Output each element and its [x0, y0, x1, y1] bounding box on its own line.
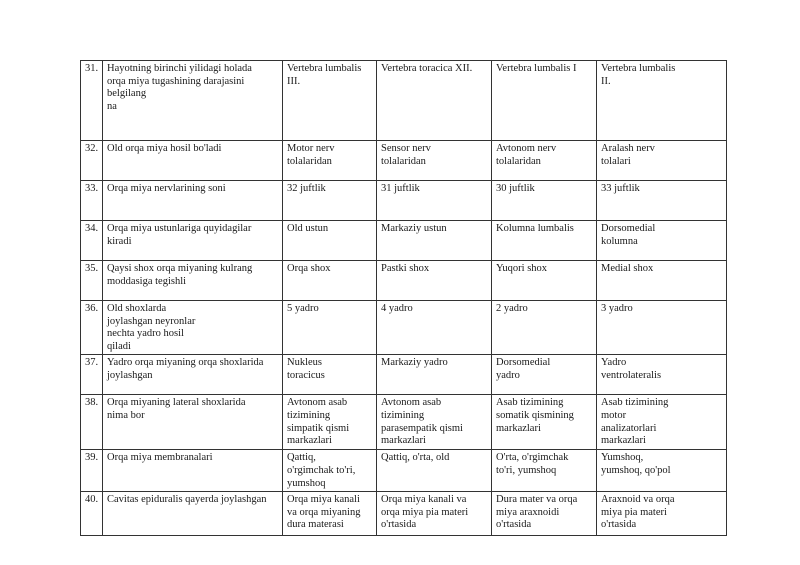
answer-option: 32 juftlik: [283, 181, 377, 221]
question-row: [81, 261, 727, 301]
question-row: [81, 395, 727, 450]
questions-table: [80, 60, 727, 536]
answer-option: Orqa miya kanali va orqa miya pia materi o'rtasida: [377, 492, 492, 536]
answer-option: Qattiq, o'rta, old: [377, 450, 492, 492]
question-number: 36.: [81, 301, 103, 355]
answer-option: 31 juftlik: [377, 181, 492, 221]
answer-option: Orqa miya kanali va orqa miyaning dura materasi: [283, 492, 377, 536]
answer-option: Yuqori shox: [492, 261, 597, 301]
answer-option: Dorsomedial kolumna: [597, 221, 727, 261]
answer-option: 3 yadro: [597, 301, 727, 355]
answer-option: Markaziy ustun: [377, 221, 492, 261]
question-number: 40.: [81, 492, 103, 536]
answer-option: Vertebra lumbalis I: [492, 61, 597, 141]
question-text: Orqa miya membranalari: [103, 450, 283, 492]
answer-option: Motor nerv tolalaridan: [283, 141, 377, 181]
answer-option: Kolumna lumbalis: [492, 221, 597, 261]
answer-option: Avtonom asab tizimining simpatik qismi markazlari: [283, 395, 377, 450]
answer-option: Old ustun: [283, 221, 377, 261]
question-number: 38.: [81, 395, 103, 450]
question-row: [81, 141, 727, 181]
question-row: [81, 450, 727, 492]
answer-option: O'rta, o'rgimchak to'ri, yumshoq: [492, 450, 597, 492]
question-row: [81, 61, 727, 141]
question-row: [81, 221, 727, 261]
answer-option: Aralash nerv tolalari: [597, 141, 727, 181]
question-text: Orqa miya ustunlariga quyidagilar kiradi: [103, 221, 283, 261]
answer-option: Avtonom asab tizimining parasempatik qismi markazlari: [377, 395, 492, 450]
answer-option: 5 yadro: [283, 301, 377, 355]
question-number: 37.: [81, 355, 103, 395]
question-number: 31.: [81, 61, 103, 141]
answer-option: Yumshoq, yumshoq, qo'pol: [597, 450, 727, 492]
answer-option: Vertebra lumbalis II.: [597, 61, 727, 141]
answer-option: Orqa shox: [283, 261, 377, 301]
answer-option: Avtonom nerv tolalaridan: [492, 141, 597, 181]
answer-option: Dorsomedial yadro: [492, 355, 597, 395]
answer-option: Dura mater va orqa miya araxnoidi o'rtasida: [492, 492, 597, 536]
question-text: Orqa miya nervlarining soni: [103, 181, 283, 221]
answer-option: 33 juftlik: [597, 181, 727, 221]
question-number: 39.: [81, 450, 103, 492]
answer-option: Araxnoid va orqa miya pia materi o'rtasida: [597, 492, 727, 536]
answer-option: Pastki shox: [377, 261, 492, 301]
answer-option: Asab tizimining motor analizatorlari markazlari: [597, 395, 727, 450]
question-number: 32.: [81, 141, 103, 181]
answer-option: Markaziy yadro: [377, 355, 492, 395]
question-text: Hayotning birinchi yilidagi holada orqa miya tugashining darajasini belgilang na: [103, 61, 283, 141]
question-text: Old shoxlarda joylashgan neyronlar nechta yadro hosil qiladi: [103, 301, 283, 355]
answer-option: Yadro ventrolateralis: [597, 355, 727, 395]
question-number: 35.: [81, 261, 103, 301]
answer-option: 30 juftlik: [492, 181, 597, 221]
question-row: [81, 181, 727, 221]
answer-option: Medial shox: [597, 261, 727, 301]
question-row: [81, 492, 727, 536]
answer-option: 4 yadro: [377, 301, 492, 355]
answer-option: Qattiq, o'rgimchak to'ri, yumshoq: [283, 450, 377, 492]
answer-option: 2 yadro: [492, 301, 597, 355]
answer-option: Vertebra toracica XII.: [377, 61, 492, 141]
question-text: Orqa miyaning lateral shoxlarida nima bor: [103, 395, 283, 450]
question-text: Yadro orqa miyaning orqa shoxlarida joylashgan: [103, 355, 283, 395]
question-text: Cavitas epiduralis qayerda joylashgan: [103, 492, 283, 536]
questions-body: [81, 61, 727, 536]
question-row: [81, 355, 727, 395]
question-number: 33.: [81, 181, 103, 221]
answer-option: Asab tizimining somatik qismining markazlari: [492, 395, 597, 450]
answer-option: Vertebra lumbalis III.: [283, 61, 377, 141]
question-text: Qaysi shox orqa miyaning kulrang moddasiga tegishli: [103, 261, 283, 301]
answer-option: Sensor nerv tolalaridan: [377, 141, 492, 181]
question-row: [81, 301, 727, 355]
question-number: 34.: [81, 221, 103, 261]
question-text: Old orqa miya hosil bo'ladi: [103, 141, 283, 181]
answer-option: Nukleus toracicus: [283, 355, 377, 395]
